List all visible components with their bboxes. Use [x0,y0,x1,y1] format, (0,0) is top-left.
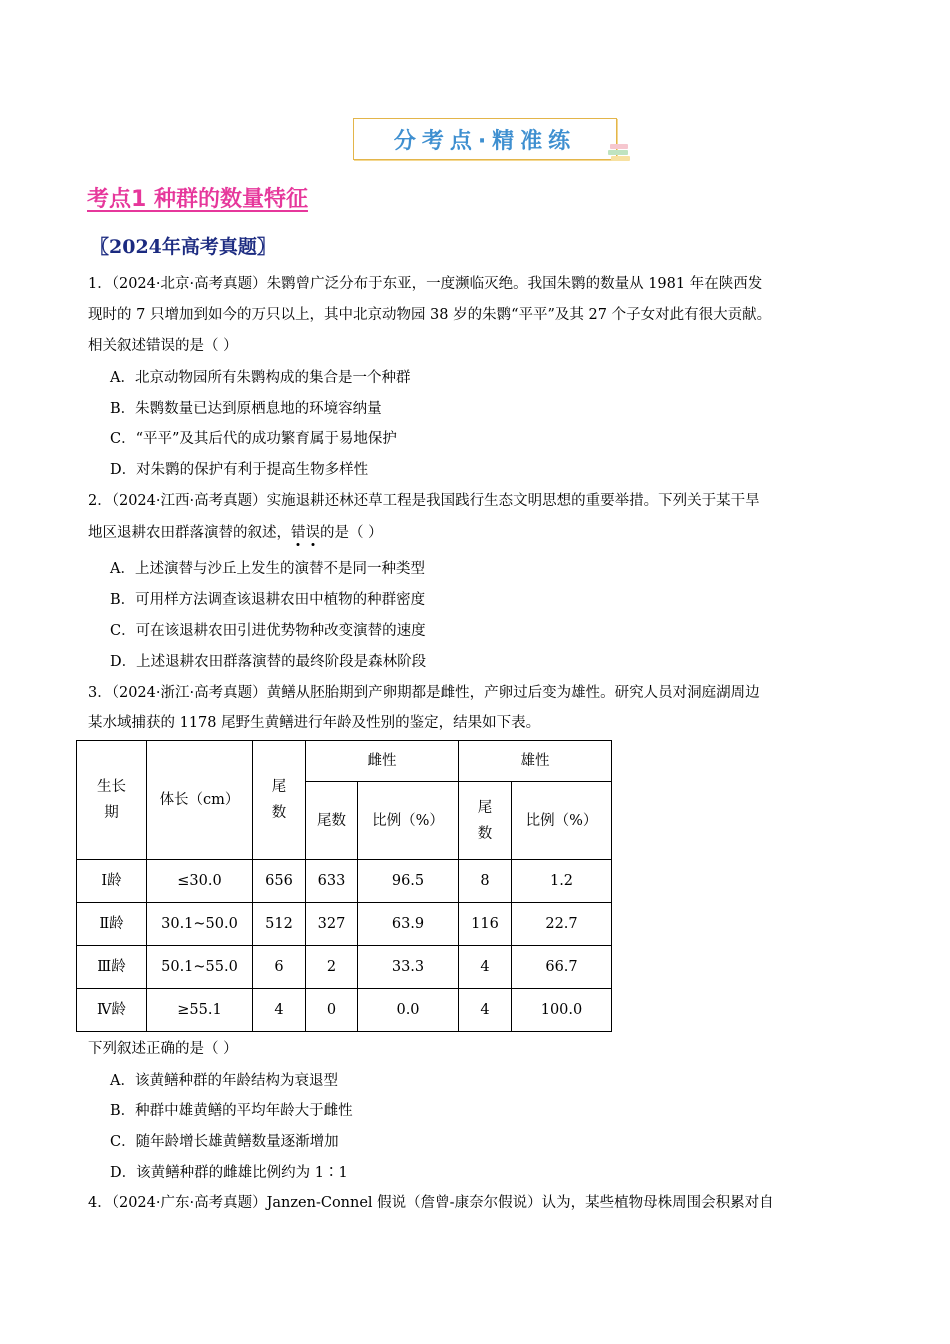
q3-option-d: D．该黄鳝种群的雌雄比例约为 1∶1 [110,1165,348,1181]
header-male-count: 尾 数 [459,782,512,860]
table-cell: 30.1~50.0 [147,903,253,946]
table-cell: 656 [253,860,306,903]
q2-stem-line-1: 2．（2024·江西·高考真题）实施退耕还林还草工程是我国践行生态文明思想的重要举措。下列关于某干旱 [88,493,760,509]
table-cell: 4 [253,989,306,1032]
table-cell: 66.7 [512,946,612,989]
q1-stem-line-3: 相关叙述错误的是（ ） [88,338,238,354]
q3-question: 下列叙述正确的是（ ） [88,1041,238,1057]
q2-stem-tail: 的是（ ） [320,525,383,541]
table-row [77,989,612,1032]
q1-option-a: A．北京动物园所有朱鹮构成的集合是一个种群 [110,370,411,386]
table-cell: 63.9 [358,903,459,946]
header-male-ratio: 比例（%） [512,782,612,860]
eel-age-sex-table [76,740,612,1032]
table-cell: 33.3 [358,946,459,989]
q1-option-c: C．“平平”及其后代的成功繁育属于易地保护 [110,431,397,447]
q2-option-b: B．可用样方法调查该退耕农田中植物的种群密度 [110,592,426,608]
q2-option-c: C．可在该退耕农田引进优势物种改变演替的速度 [110,623,426,639]
books-icon [606,142,634,164]
q2-option-a: A．上述演替与沙丘上发生的演替不是同一种类型 [110,561,425,577]
q3-stem-line-2: 某水域捕获的 1178 尾野生黄鳝进行年龄及性别的鉴定，结果如下表。 [88,715,541,731]
table-cell: Ⅱ龄 [77,903,147,946]
header-count: 尾 数 [253,741,306,860]
table-cell: 0 [306,989,358,1032]
header-female: 雌性 [306,741,459,782]
q3-stem-line-1: 3．（2024·浙江·高考真题）黄鳝从胚胎期到产卵期都是雌性，产卵过后变为雄性。研究人员对洞庭湖周边 [88,685,760,701]
table-cell: 4 [459,989,512,1032]
q3-option-c: C．随年龄增长雄黄鳝数量逐渐增加 [110,1134,339,1150]
table-cell: 4 [459,946,512,989]
table-cell: 1.2 [512,860,612,903]
table-row [77,903,612,946]
table-cell: 50.1~55.0 [147,946,253,989]
header-female-ratio: 比例（%） [358,782,459,860]
table-cell: 512 [253,903,306,946]
table-cell: 327 [306,903,358,946]
table-cell: Ⅲ龄 [77,946,147,989]
q1-option-d: D．对朱鹮的保护有利于提高生物多样性 [110,462,369,478]
q1-stem-line-1: 1．（2024·北京·高考真题）朱鹮曾广泛分布于东亚，一度濒临灭绝。我国朱鹮的数量从 1981 年在陕西发 [88,276,763,292]
table-cell: Ⅳ龄 [77,989,147,1032]
emphasis-char: 错 [291,525,306,541]
header-growth-stage: 生长 期 [77,741,147,860]
table-row [77,860,612,903]
table-cell: 2 [306,946,358,989]
topic-heading: 考点1 种群的数量特征 [87,187,308,212]
q1-stem-line-2: 现时的 7 只增加到如今的万只以上，其中北京动物园 38 岁的朱鹮“平平”及其 27 个子女对此有很大贡献。 [88,307,772,323]
header-female-count: 尾数 [306,782,358,860]
table-cell: 633 [306,860,358,903]
table-cell: ≤30.0 [147,860,253,903]
section-banner [353,118,617,160]
table-cell: 8 [459,860,512,903]
q3-option-a: A．该黄鳝种群的年龄结构为衰退型 [110,1073,338,1089]
q2-stem-text: 地区退耕农田群落演替的叙述， [88,525,291,541]
table-cell: 6 [253,946,306,989]
emphasis-char: 误 [305,525,320,541]
q2-stem-line-2 [88,521,383,542]
section-heading: 〖2024年高考真题〗 [90,236,276,258]
q4-stem-line-1: 4．（2024·广东·高考真题）Janzen-Connel 假说（詹曾-康奈尔假说）认为，某些植物母株周围会积累对自 [88,1195,774,1211]
q1-option-b: B．朱鹮数量已达到原栖息地的环境容纳量 [110,401,382,417]
header-body-length: 体长（cm） [147,741,253,860]
table-cell: 0.0 [358,989,459,1032]
table-row [77,946,612,989]
table-cell: 96.5 [358,860,459,903]
table-cell: Ⅰ龄 [77,860,147,903]
table-cell: ≥55.1 [147,989,253,1032]
header-male: 雄性 [459,741,612,782]
q2-option-d: D．上述退耕农田群落演替的最终阶段是森林阶段 [110,654,427,670]
table-cell: 116 [459,903,512,946]
q3-option-b: B．种群中雄黄鳝的平均年龄大于雌性 [110,1103,353,1119]
table-cell: 22.7 [512,903,612,946]
table-cell: 100.0 [512,989,612,1032]
banner-title: 分考点·精准练 [393,128,577,154]
